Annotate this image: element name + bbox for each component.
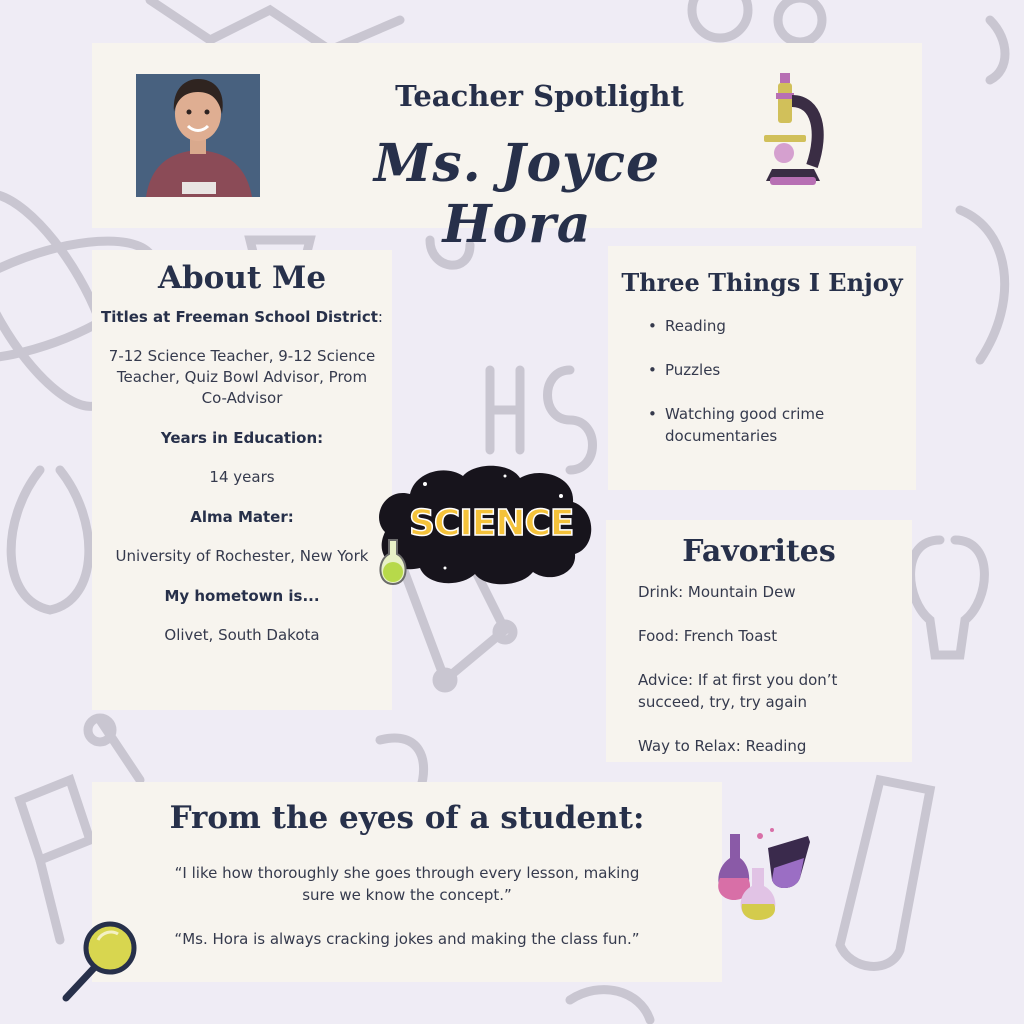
hometown-value: Olivet, South Dakota (164, 626, 320, 644)
student-card (92, 782, 722, 982)
student-title: From the eyes of a student: (169, 800, 645, 836)
favorite-drink: Drink: Mountain Dew (638, 583, 796, 601)
student-quote: “I like how thoroughly she goes through every lesson, making sure we know the concept.” (174, 864, 640, 904)
list-item: • Puzzles (648, 359, 900, 381)
titles-label: Titles at Freeman School District: (101, 308, 383, 326)
flasks-icon (710, 828, 815, 923)
alma-mater-label: Alma Mater: (190, 508, 294, 526)
magnifier-icon (60, 918, 140, 1002)
teacher-photo (136, 74, 260, 197)
alma-mater-value: University of Rochester, New York (115, 547, 369, 565)
hometown-label: My hometown is... (164, 587, 320, 605)
about-me-card (92, 250, 392, 710)
teacher-photo-art (136, 74, 260, 197)
enjoy-list (608, 315, 916, 447)
teacher-name: Ms. Joyce Hora (373, 133, 661, 255)
list-item: • Reading (648, 315, 900, 337)
list-item: • Watching good crime documentaries (648, 403, 900, 447)
science-cloud-icon (365, 462, 597, 590)
science-text: SCIENCE (409, 503, 574, 544)
titles-value: 7-12 Science Teacher, 9-12 Science Teacher, Quiz Bowl Advisor, Prom Co-Advisor (108, 347, 376, 407)
enjoy-card (608, 246, 916, 490)
favorites-title: Favorites (682, 534, 836, 569)
titles-label-text: Titles at Freeman School District (101, 308, 378, 326)
page-kicker: Teacher Spotlight (395, 79, 684, 113)
favorites-card (606, 520, 912, 762)
student-quote: “Ms. Hora is always cracking jokes and making the class fun.” (174, 930, 640, 948)
years-value: 14 years (209, 468, 275, 486)
microscope-icon (762, 71, 832, 189)
favorite-relax: Way to Relax: Reading (638, 737, 807, 755)
about-title: About Me (157, 260, 327, 296)
enjoy-title: Three Things I Enjoy (621, 268, 903, 297)
years-label: Years in Education: (160, 429, 324, 447)
favorite-food: Food: French Toast (638, 627, 778, 645)
header-card (92, 43, 922, 255)
favorite-advice: Advice: If at first you don’t succeed, try, try again (638, 671, 838, 711)
